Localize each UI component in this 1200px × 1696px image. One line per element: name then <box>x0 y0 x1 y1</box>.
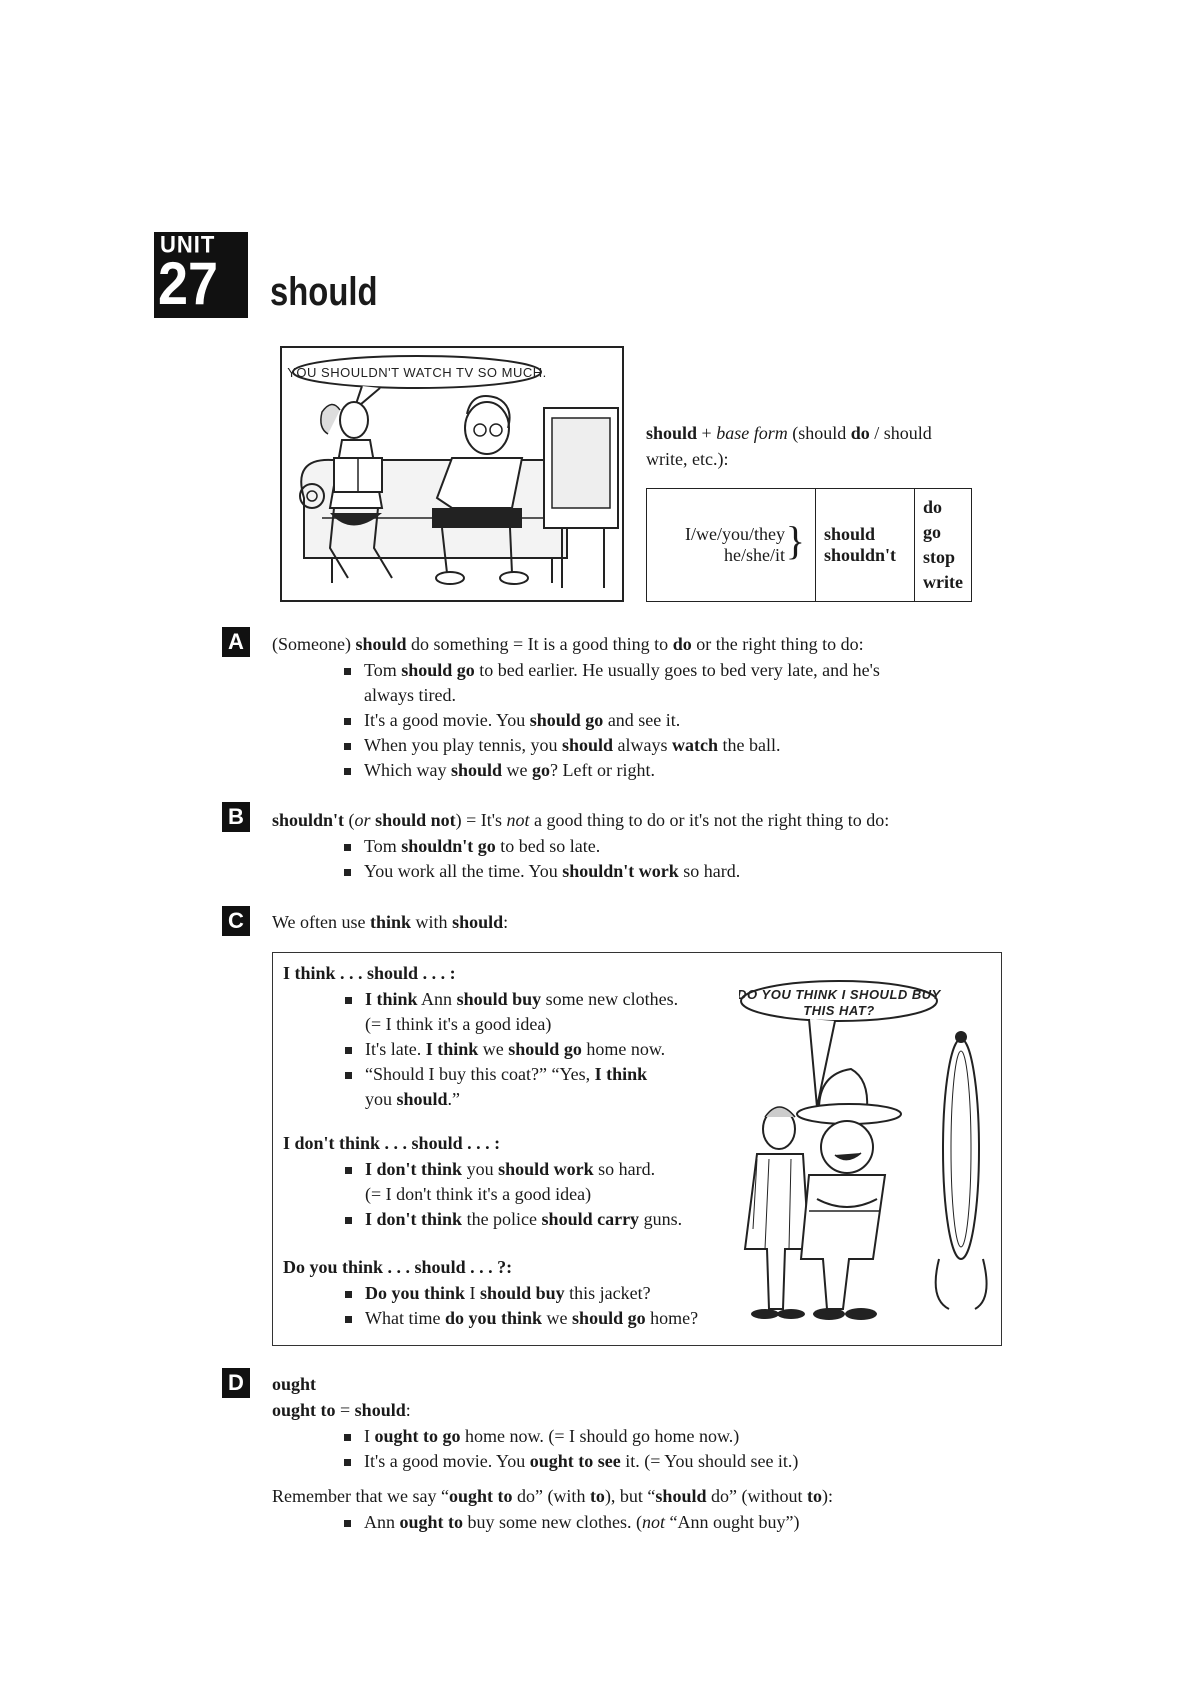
text: What time <box>365 1308 445 1328</box>
text: some new clothes. <box>541 989 679 1009</box>
list-item <box>343 1157 682 1182</box>
text: a good thing to do or it's not the right thing to do: <box>529 810 890 830</box>
text: the ball. <box>718 735 781 755</box>
text: Ann <box>364 1512 400 1532</box>
text: should <box>561 735 614 755</box>
list-item <box>343 1281 698 1306</box>
text: buy some new clothes. ( <box>463 1512 642 1532</box>
text: do” (without <box>706 1486 807 1506</box>
text: or the right thing to do: <box>691 634 864 654</box>
list-item-continued <box>343 1182 682 1207</box>
c-heading-do-you-think: Do you think . . . should . . . ?: <box>283 1257 513 1277</box>
list-item <box>343 1037 678 1062</box>
text: should go <box>508 1039 582 1059</box>
text: Tom <box>364 660 402 680</box>
text: ought to <box>399 1512 464 1532</box>
text: we <box>478 1039 509 1059</box>
text: = <box>335 1400 355 1420</box>
section-d-intro <box>272 1398 411 1423</box>
text: always tired. <box>364 685 456 705</box>
list-item <box>342 1510 799 1535</box>
section-badge-c: C <box>222 906 250 936</box>
form-description <box>646 420 976 472</box>
list-item <box>342 1424 798 1449</box>
text: home now. (= I should go home now.) <box>460 1426 740 1446</box>
text: to bed so late. <box>495 836 601 856</box>
text: this jacket? <box>564 1283 651 1303</box>
form-modal: should <box>824 524 876 544</box>
list-item <box>342 859 740 884</box>
text: : <box>503 912 509 932</box>
text: ought to <box>272 1400 336 1420</box>
text: ought to <box>448 1486 513 1506</box>
text: not <box>641 1512 665 1532</box>
text: ): <box>821 1486 833 1506</box>
section-badge-a: A <box>222 627 250 657</box>
form-desc-should: should <box>646 423 698 443</box>
text: should <box>354 1400 406 1420</box>
text: ) = It's <box>455 810 507 830</box>
text: I <box>364 1426 375 1446</box>
form-desc-open: (should <box>787 423 851 443</box>
text: (= I don't think it's a good idea) <box>365 1184 592 1204</box>
form-desc-rest1: / should <box>869 423 932 443</box>
text: go <box>456 660 475 680</box>
text: should go <box>529 710 604 730</box>
section-a-intro <box>272 632 864 657</box>
text: ( <box>344 810 355 830</box>
list-item <box>342 758 880 783</box>
text: should <box>355 634 407 654</box>
text: I think <box>365 989 418 1009</box>
text: should <box>401 660 453 680</box>
form-desc-do: do <box>850 423 870 443</box>
text: It's a good movie. You <box>364 710 530 730</box>
text: it. (= You should see it.) <box>620 1451 799 1471</box>
text: not <box>506 810 530 830</box>
text: When you play tennis, you <box>364 735 562 755</box>
section-d-examples <box>342 1424 798 1474</box>
text: to bed earlier. He usually goes to bed very late, and he's <box>474 660 880 680</box>
list-item-continued <box>342 683 880 708</box>
list-item <box>342 708 880 733</box>
form-desc-rest2: write, etc.): <box>646 449 729 469</box>
cartoon-tv-drawing <box>282 348 622 600</box>
text: should <box>396 1089 448 1109</box>
section-d-title: ought <box>272 1374 317 1394</box>
text: ought to go <box>374 1426 461 1446</box>
form-verb: go <box>923 522 941 542</box>
text: shouldn't go <box>401 836 496 856</box>
section-b-examples <box>342 834 740 884</box>
c-do-you-think-examples <box>343 1281 698 1331</box>
text: Ann <box>417 989 457 1009</box>
cartoon-hat-illustration <box>739 979 991 1329</box>
section-c-box <box>272 952 1002 1346</box>
section-badge-b: B <box>222 802 250 832</box>
cartoon2-speech-line1: DO YOU THINK I SHOULD BUY <box>739 987 941 1002</box>
text: the police <box>462 1209 542 1229</box>
form-desc-base: base form <box>716 423 788 443</box>
text: should <box>655 1486 707 1506</box>
text: so hard. <box>678 861 741 881</box>
section-a-examples <box>342 658 880 783</box>
c-think-examples <box>343 987 678 1112</box>
text: do” (with <box>512 1486 590 1506</box>
list-item <box>343 1306 698 1331</box>
text: (= I think it's a good idea) <box>365 1014 552 1034</box>
section-d-last-example <box>342 1510 799 1535</box>
text: to <box>806 1486 822 1506</box>
text: should <box>450 760 503 780</box>
section-badge-d: D <box>222 1368 250 1398</box>
text: should buy <box>456 989 542 1009</box>
text: should carry <box>541 1209 640 1229</box>
text: home now. <box>581 1039 666 1059</box>
cartoon-tv-illustration <box>280 346 624 602</box>
unit-number: 27 <box>158 250 219 317</box>
list-item <box>343 1062 678 1087</box>
text: and see it. <box>603 710 681 730</box>
text: It's late. <box>365 1039 426 1059</box>
text: watch <box>672 735 718 755</box>
list-item-continued <box>343 1012 678 1037</box>
form-modals-cell <box>816 489 915 602</box>
unit-label: UNIT <box>160 230 216 259</box>
form-verb: write <box>923 572 963 592</box>
text: I think <box>425 1039 479 1059</box>
text: I <box>465 1283 481 1303</box>
form-verb: stop <box>923 547 956 567</box>
list-item <box>343 987 678 1012</box>
text: (Someone) <box>272 634 356 654</box>
form-verbs-cell <box>915 489 972 602</box>
unit-badge <box>154 232 248 318</box>
list-item <box>342 658 880 683</box>
text: home? <box>645 1308 699 1328</box>
text: think <box>370 912 412 932</box>
text: should work <box>498 1159 594 1179</box>
text: should buy <box>480 1283 565 1303</box>
cartoon2-speech-line2: THIS HAT? <box>803 1003 875 1018</box>
text: We often use <box>272 912 371 932</box>
text: should <box>452 912 504 932</box>
section-c-intro <box>272 910 508 935</box>
text: .” <box>447 1089 461 1109</box>
text: shouldn't work <box>562 861 679 881</box>
text: you <box>365 1089 397 1109</box>
text: “Should I buy this coat?” “Yes, <box>365 1064 595 1084</box>
form-modal: shouldn't <box>824 545 897 565</box>
text: shouldn't <box>272 810 345 830</box>
form-table <box>646 488 972 602</box>
list-item <box>342 1449 798 1474</box>
section-b-intro <box>272 808 889 833</box>
text: with <box>411 912 453 932</box>
text: ? Left or right. <box>550 760 655 780</box>
cartoon-speech-text: YOU SHOULDN'T WATCH TV SO MUCH. <box>287 365 547 380</box>
list-item <box>343 1207 682 1232</box>
c-heading-dont-think: I don't think . . . should . . . : <box>283 1133 501 1153</box>
c-heading-think: I think . . . should . . . : <box>283 963 456 983</box>
text: should go <box>572 1308 646 1328</box>
page-title: should <box>270 270 378 314</box>
text: You work all the time. You <box>364 861 563 881</box>
section-d-remember <box>272 1484 833 1509</box>
text: you <box>462 1159 499 1179</box>
text: It's a good movie. You <box>364 1451 530 1471</box>
text: do something = It is a good thing to <box>406 634 673 654</box>
text: we <box>542 1308 573 1328</box>
text: Which way <box>364 760 451 780</box>
list-item-continued <box>343 1087 678 1112</box>
text: Remember that we say “ <box>272 1486 449 1506</box>
text: to <box>589 1486 605 1506</box>
text: I don't think <box>365 1159 463 1179</box>
text: go <box>532 760 551 780</box>
text: we <box>502 760 533 780</box>
text: should not <box>375 810 456 830</box>
list-item <box>342 733 880 758</box>
text: guns. <box>639 1209 683 1229</box>
c-dont-think-examples <box>343 1157 682 1232</box>
form-subject: I/we/you/they <box>685 524 785 544</box>
text: “Ann ought buy”) <box>665 1512 800 1532</box>
form-desc-plus: + <box>697 423 717 443</box>
form-verb: do <box>923 497 943 517</box>
form-subjects-cell <box>647 489 816 602</box>
text: Do you think <box>365 1283 466 1303</box>
cartoon-hat-drawing <box>739 979 991 1329</box>
text: ought to see <box>529 1451 621 1471</box>
text: : <box>405 1400 411 1420</box>
text: or <box>354 810 371 830</box>
text: I think <box>594 1064 648 1084</box>
text: do you think <box>444 1308 543 1328</box>
list-item <box>342 834 740 859</box>
brace-icon: } <box>785 518 805 563</box>
form-subject: he/she/it <box>724 545 785 565</box>
text: ), but “ <box>604 1486 656 1506</box>
text: so hard. <box>593 1159 656 1179</box>
text: Tom <box>364 836 402 856</box>
text: I don't think <box>365 1209 463 1229</box>
text: do <box>672 634 692 654</box>
text: always <box>613 735 672 755</box>
